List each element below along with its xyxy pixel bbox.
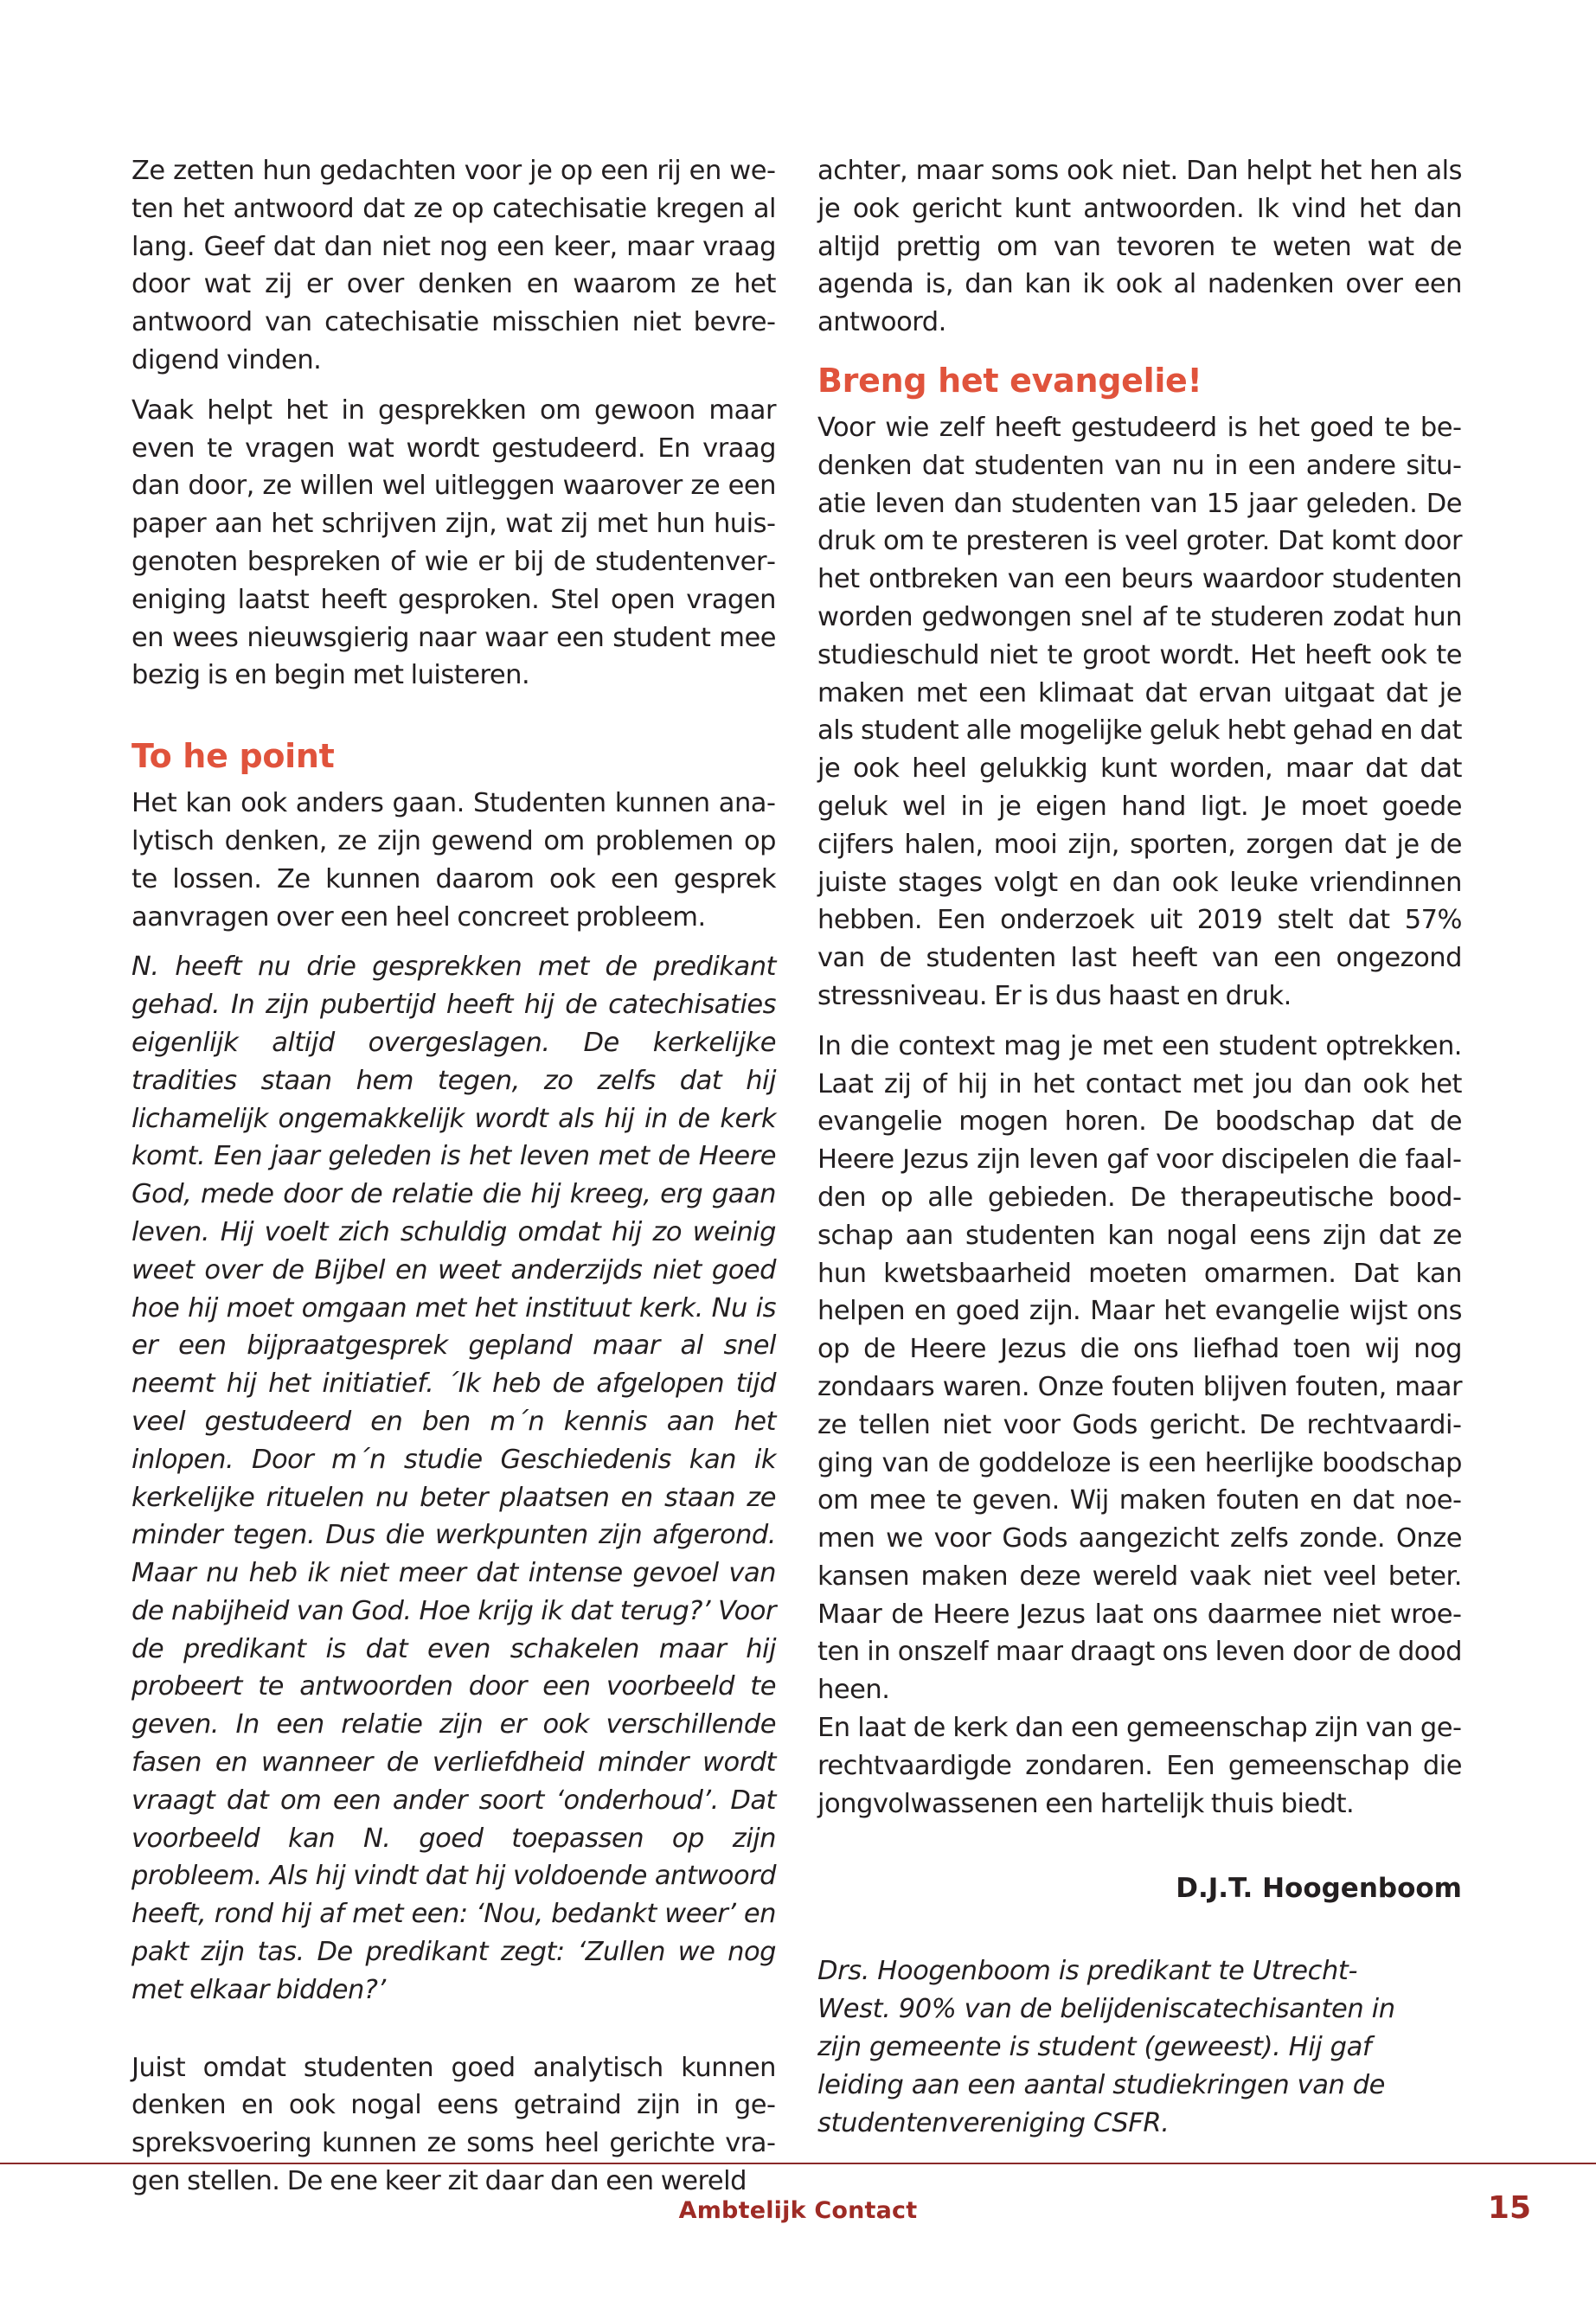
section-heading: To he point [131,737,335,776]
author-bio: Drs. Hoogenboom is predikant te Utrecht-West. 90% van de belijdeniscatechisanten in zijn gemeente is student (geweest). Hij gaf leiding aan een aantal studiekringen van de studentenvereniging CSFR. [817,1956,1395,2138]
body-paragraph: achter, maar soms ook niet. Dan helpt het hen als je ook gericht kunt antwoorden. Ik vind het dan altijd prettig om van tevoren te weten wat de agenda is, dan kan ik ook al nadenken over een antwoord. [817,156,1462,338]
body-paragraph: Voor wie zelf heeft gestudeerd is het goed te bedenken dat studenten van nu in een andere situatie leven dan studenten van 15 jaar geleden. De druk om te presteren is veel groter. Dat komt door het ontbreken van een beurs waardoor studenten worden gedwongen snel af te studeren zodat hun studieschuld niet te groot wordt. Het heeft ook te maken met een klimaat dat ervan uitgaat dat je als student alle mogelijke geluk hebt gehad en dat je ook heel gelukkig kunt worden, maar dat dat geluk wel in je eigen hand ligt. Je moet goede cijfers halen, mooi zijn, sporten, zorgen dat je de juiste stages volgt en dan ook leuke vriendinnen hebben. Een onderzoek uit 2019 stelt dat 57% van de studenten last heeft van een ongezond stressniveau. Er is dus haast en druk. [817,412,1462,1011]
body-paragraph: Vaak helpt het in gesprekken om gewoon maar even te vragen wat wordt gestudeerd. En vraag dan door, ze willen wel uitleggen waarover ze een paper aan het schrijven zijn, wat zij met hun huisgenoten bespreken of wie er bij de studentenvereniging laatst heeft gesproken. Stel open vragen en wees nieuwsgierig naar waar een student mee bezig is en begin met luisteren. [131,394,776,691]
author-name: D.J.T. Hoogenboom [1176,1873,1462,1905]
section-heading: Breng het evangelie! [817,361,1202,400]
right-column [817,152,1462,2142]
body-paragraph: Ze zetten hun gedachten voor je op een rij en weten het antwoord dat ze op catechisatie kregen al lang. Geef dat dan niet nog een keer, maar vraag door wat zij er over denken en waarom ze het antwoord van catechisatie misschien niet bevredigend vinden. [131,156,776,375]
case-example-paragraph: N. heeft nu drie gesprekken met de predikant gehad. In zijn pubertijd heeft hij de catechisaties eigenlijk altijd overgeslagen. De kerkelijke tradities staan hem tegen, zo zelfs dat hij lichamelijk ongemakkelijk wordt als hij in de kerk komt. Een jaar geleden is het leven met de Heere God, mede door de relatie die hij kreeg, erg gaan leven. Hij voelt zich schuldig omdat hij zo weinig weet over de Bijbel en weet anderzijds niet goed hoe hij moet omgaan met het instituut kerk. Nu is er een bijpraatgesprek gepland maar al snel neemt hij het initiatief. ´Ik heb de afgelopen tijd veel gestudeerd en ben m´n kennis aan het inlopen. Door m´n studie Geschiedenis kan ik kerkelijke rituelen nu beter plaatsen en staan ze minder tegen. Dus die werkpunten zijn afgerond. Maar nu heb ik niet meer dat intense gevoel van de nabijheid van God. Hoe krijg ik dat terug?’ Voor de predikant is dat even schakelen maar hij probeert te antwoorden door een voorbeeld te geven. In een relatie zijn er ook verschillende fasen en wanneer de verliefdheid minder wordt vraagt dat om een ander soort ‘onderhoud’. Dat voorbeeld kan N. goed toepassen op zijn probleem. Als hij vindt dat hij voldoende antwoord heeft, rond hij af met een: ‘Nou, bedankt weer’ en pakt zijn tas. De predikant zegt: ‘Zullen we nog met elkaar bidden?’ [131,952,776,2005]
publication-title: Ambtelijk Contact [678,2197,918,2224]
body-paragraph: En laat de kerk dan een gemeenschap zijn van gerechtvaardigde zondaren. Een gemeenschap die jongvolwassenen een hartelijk thuis biedt. [817,1713,1462,1819]
body-paragraph: Het kan ook anders gaan. Studenten kunnen analytisch denken, ze zijn gewend om problemen op te lossen. Ze kunnen daarom ook een gesprek aanvragen over een heel concreet probleem. [131,788,776,933]
left-column [131,152,776,2201]
page-number: 15 [1487,2190,1531,2226]
body-paragraph: Juist omdat studenten goed analytisch kunnen denken en ook nogal eens getraind zijn in gespreksvoering kunnen ze soms heel gerichte vragen stellen. De ene keer zit daar dan een wereld [131,2052,776,2197]
footer-divider [0,2163,1596,2164]
body-paragraph: In die context mag je met een student optrekken. Laat zij of hij in het contact met jou dan ook het evangelie mogen horen. De boodschap dat de Heere Jezus zijn leven gaf voor discipelen die faalden op alle gebieden. De therapeutische boodschap aan studenten kan nogal eens zijn dat ze hun kwetsbaarheid moeten omarmen. Dat kan helpen en goed zijn. Maar het evangelie wijst ons op de Heere Jezus die ons liefhad toen wij nog zondaars waren. Onze fouten blijven fouten, maar ze tellen niet voor Gods gericht. De rechtvaardiging van de goddeloze is een heerlijke boodschap om mee te geven. Wij maken fouten en dat noemen we voor Gods aangezicht zelfs zonde. Onze kansen maken deze wereld vaak niet veel beter. Maar de Heere Jezus laat ons daarmee niet wroeten in onszelf maar draagt ons leven door de dood heen. [817,1030,1462,1706]
